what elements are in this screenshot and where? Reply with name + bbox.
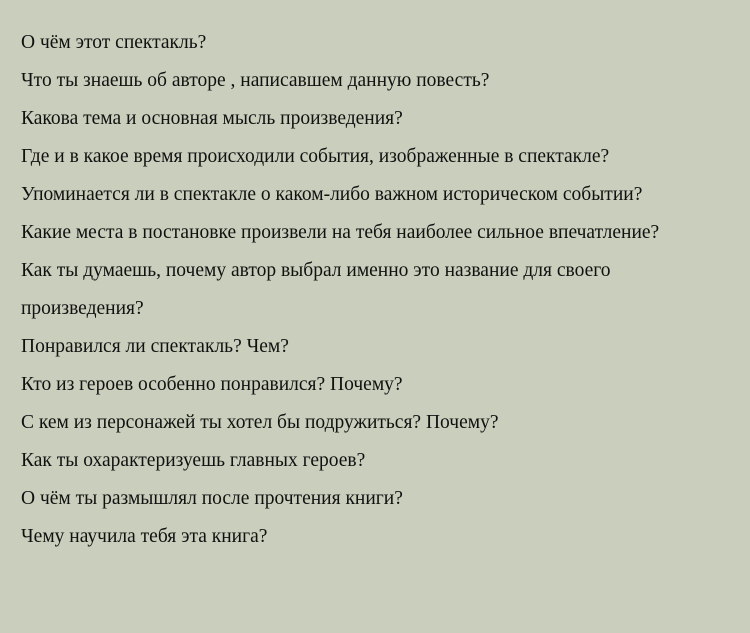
question-12: О чём ты размышлял после прочтения книги? [21,488,403,509]
question-list [21,24,711,556]
question-11: Как ты охарактеризуешь главных героев? [21,450,366,471]
question-1: О чём этот спектакль? [21,32,207,53]
question-13: Чему научила тебя эта книга? [21,526,268,547]
question-10: С кем из персонажей ты хотел бы подружиться? Почему? [21,412,499,433]
question-7: Как ты думаешь, почему автор выбрал именно это название для своего произведения? [21,260,611,319]
question-9: Кто из героев особенно понравился? Почему? [21,374,403,395]
question-5: Упоминается ли в спектакле о каком-либо важном историческом событии? [21,184,643,205]
question-4: Где и в какое время происходили события, изображенные в спектакле? [21,146,610,167]
question-3: Какова тема и основная мысль произведения? [21,108,403,129]
question-6: Какие места в постановке произвели на тебя наиболее сильное впечатление? [21,222,660,243]
question-2: Что ты знаешь об авторе , написавшем данную повесть? [21,70,490,91]
question-8: Понравился ли спектакль? Чем? [21,336,289,357]
